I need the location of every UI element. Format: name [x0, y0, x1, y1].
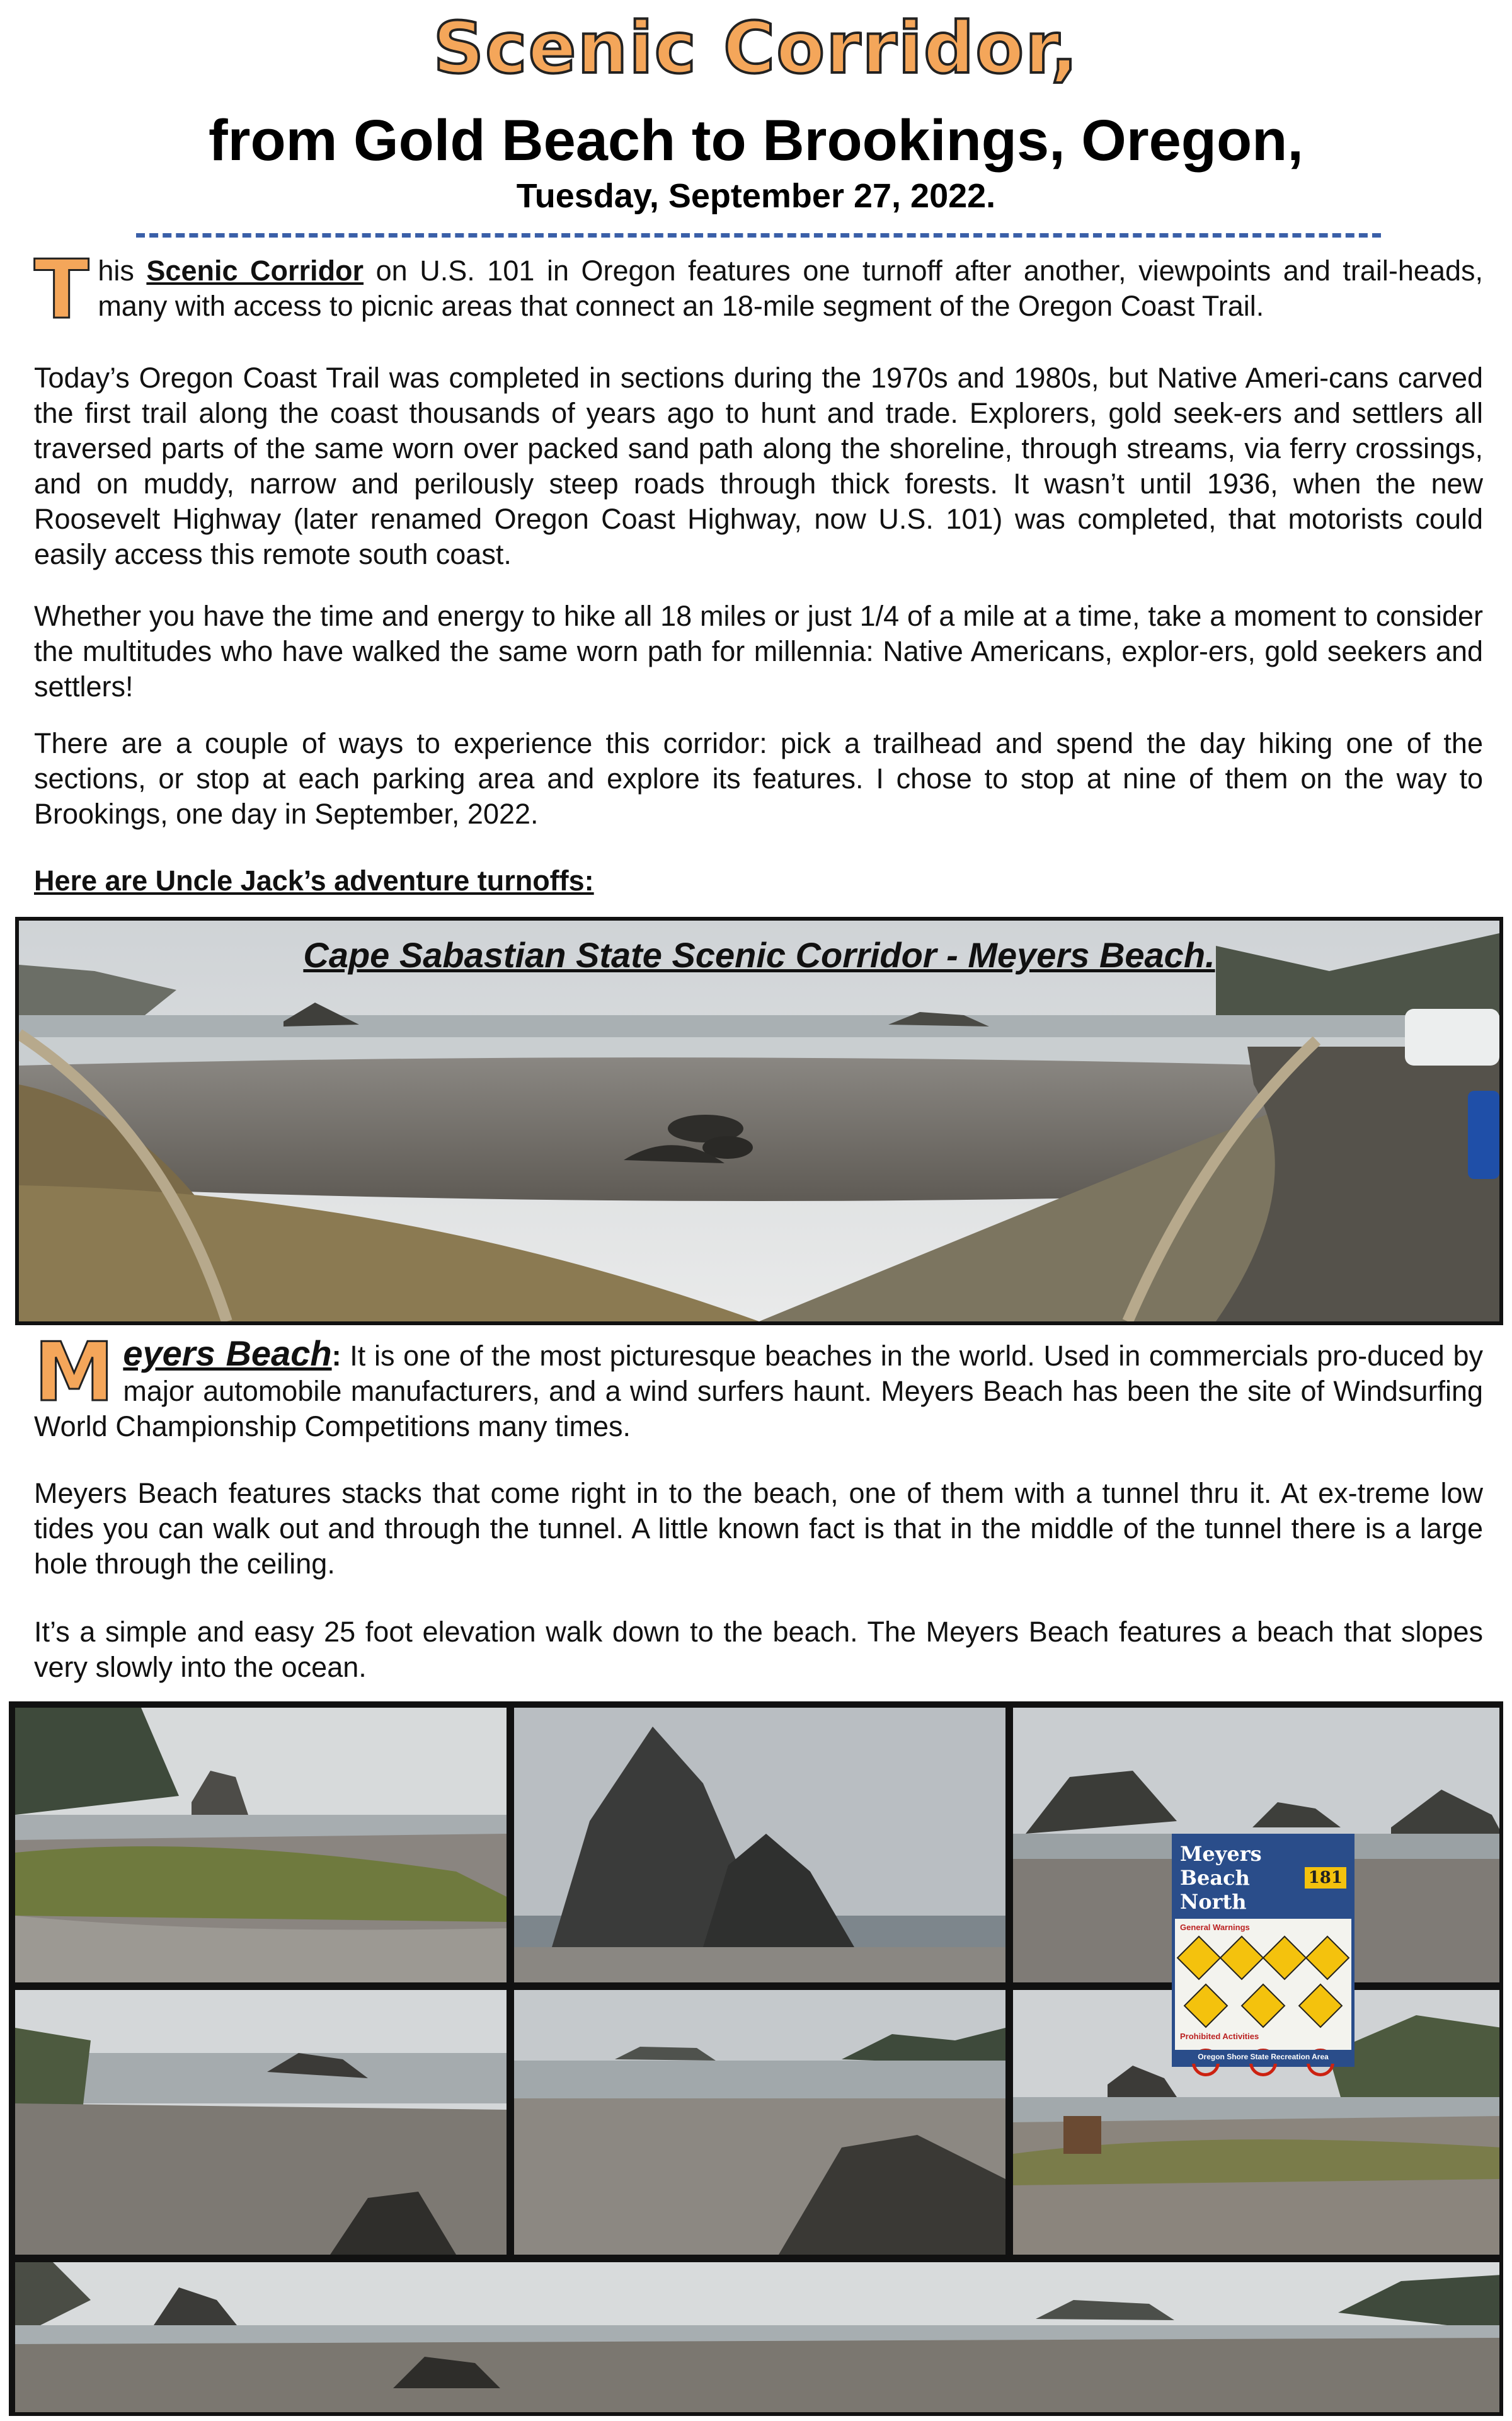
meyers-p1-rest: It is one of the most picturesque beaches in the world. Used in commercials pro-duced by major automobile manufacturers, and a wind surfers haunt. Meyers Beach has been the site of Windsurfing World Championship Competitions many times.	[34, 1340, 1483, 1442]
warning-icon	[1298, 1984, 1343, 2028]
photo-beach-panorama	[15, 2262, 1502, 2412]
warning-icon	[1184, 1984, 1228, 2028]
drop-cap-t: T	[34, 243, 89, 337]
meyers-colon: :	[331, 1340, 341, 1372]
drop-cap-m: M	[34, 1326, 115, 1420]
sign-header	[1175, 1837, 1351, 1919]
sign-warnings-row-1	[1177, 1936, 1349, 1980]
intro-paragraph-3: Whether you have the time and energy to hike all 18 miles or just 1/4 of a mile at a time, take a moment to consider the multitudes who have walked the same worn path for millennia: Native Americans, explor-ers, gold seekers and settlers!	[34, 600, 1483, 703]
page-date: Tuesday, September 27, 2022.	[516, 177, 996, 215]
dashed-divider	[136, 233, 1381, 238]
turnoffs-heading: Here are Uncle Jack’s adventure turnoffs:	[34, 865, 594, 897]
intro-paragraph-1	[34, 243, 1484, 337]
photo-rocky-shore	[15, 1990, 507, 2255]
photo-beach-path	[15, 1708, 507, 1982]
meyers-beach-title: eyers Beach	[123, 1333, 332, 1373]
warning-icon	[1263, 1936, 1307, 1981]
photo-sea-stack	[514, 1708, 1005, 1982]
warning-icon	[1241, 1984, 1286, 2028]
page-subtitle: from Gold Beach to Brookings, Oregon,	[209, 108, 1303, 173]
meyers-paragraph-2: Meyers Beach features stacks that come right in to the beach, one of them with a tunnel thru it. At ex-treme low tides you can walk out and through the tunnel. A little known fact is that in the middle of the tunnel there is a large hole through the ceiling.	[34, 1477, 1483, 1580]
page-title: Scenic Corridor,	[433, 8, 1079, 89]
intro-rest: on U.S. 101 in Oregon features one turnoff after another, viewpoints and trail-heads, many with access to picnic areas that connect an 18-mile segment of the Oregon Coast Trail.	[98, 255, 1484, 322]
warning-icon	[1305, 1936, 1350, 1981]
meyers-paragraph-3: It’s a simple and easy 25 foot elevation walk down to the beach. The Meyers Beach features a beach that slopes very slowly into the ocean.	[34, 1616, 1483, 1683]
sign-warnings-row-2	[1177, 1984, 1349, 2028]
meyers-paragraph-1	[34, 1326, 1483, 1444]
intro-paragraph-4: There are a couple of ways to experience this corridor: pick a trailhead and spend the day hiking one of the sections, or stop at each parking area and explore its features. I chose to stop at nine of them on the way to Brookings, one day in September, 2022.	[34, 727, 1483, 830]
panorama-scene	[19, 921, 1499, 1321]
meyers-beach-sign	[1172, 1834, 1354, 2067]
sign-footer: Oregon Shore State Recreation Area	[1175, 2050, 1351, 2064]
photo-island-view	[514, 1990, 1005, 2255]
warning-icon	[1220, 1936, 1264, 1981]
intro-lead: his	[98, 255, 147, 287]
panorama-caption: Cape Sabastian State Scenic Corridor - Meyers Beach.	[303, 935, 1215, 975]
sign-title: Meyers Beach North	[1180, 1842, 1262, 1914]
intro-paragraph-2: Today’s Oregon Coast Trail was completed in sections during the 1970s and 1980s, but Native Ameri-cans carved the first trail along the coast thousands of years ago to hunt and trade. Explorers, gold seek-ers and settlers all traversed parts of the same worn over packed sand path along the shoreline, through streams, via ferry crossings, and on muddy, narrow and perilously steep roads through thick forests. It wasn’t until 1936, when the new Roosevelt Highway (later renamed Oregon Coast Highway, now U.S. 101) was completed, that motorists could easily access this remote south coast.	[34, 362, 1483, 570]
scenic-corridor-link[interactable]: Scenic Corridor	[146, 255, 364, 287]
sign-warnings-heading: General Warnings	[1180, 1923, 1250, 1932]
warning-icon	[1177, 1936, 1222, 1981]
panorama-photo	[15, 917, 1503, 1325]
sign-prohibited-heading: Prohibited Activities	[1180, 2032, 1259, 2041]
sign-number: 181	[1305, 1867, 1346, 1889]
